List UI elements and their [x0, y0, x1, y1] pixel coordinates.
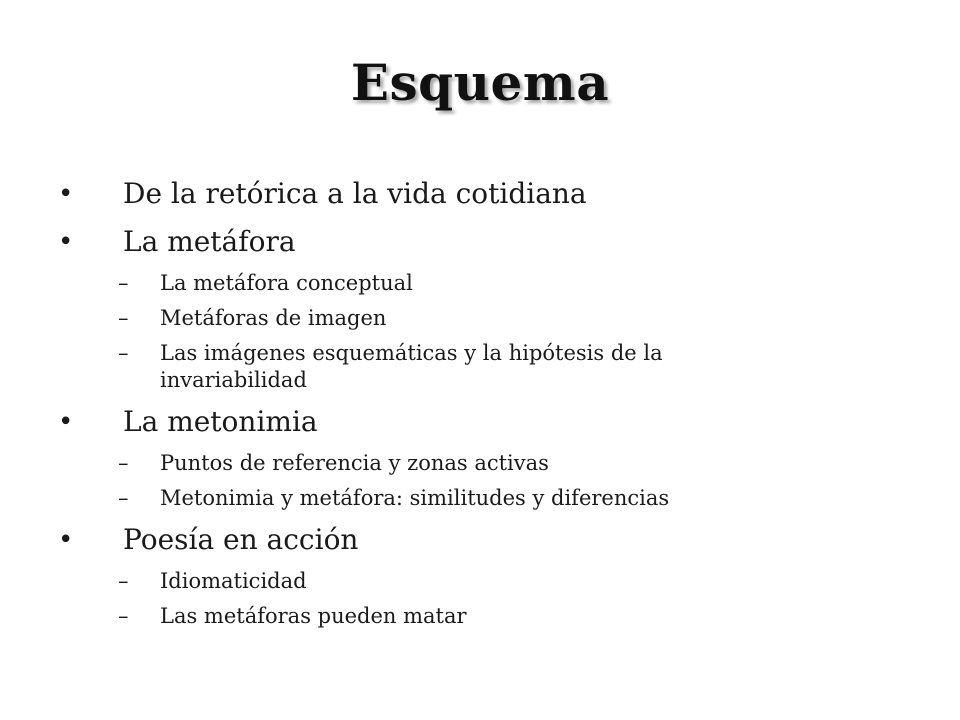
bullet-text: La metonimia	[123, 405, 318, 438]
bullet-text: Poesía en acción	[123, 523, 359, 556]
subitem-idiomaticidad	[0, 564, 960, 599]
subitem-imagenes-esquematicas	[0, 336, 960, 398]
subitem-text: Las imágenes esquemáticas y la hipótesis de la invariabilidad	[160, 341, 663, 392]
bullet-item-retorica	[0, 170, 960, 218]
bullet-item-poesia	[0, 516, 960, 564]
bullet-icon: •	[58, 227, 74, 257]
subitem-metaforas-matar	[0, 599, 960, 634]
bullet-icon: •	[58, 407, 74, 437]
dash-icon: –	[118, 604, 129, 628]
bullet-icon: •	[58, 179, 74, 209]
subitem-puntos-referencia	[0, 446, 960, 481]
subitem-text: Puntos de referencia y zonas activas	[160, 451, 549, 475]
bullet-text: De la retórica a la vida cotidiana	[123, 177, 587, 210]
subitem-text: Metáforas de imagen	[160, 306, 387, 330]
subitem-text: Metonimia y metáfora: similitudes y diferencias	[160, 486, 670, 510]
slide-title: Esquema	[350, 53, 610, 112]
dash-icon: –	[118, 451, 129, 475]
subitem-metafora-conceptual	[0, 266, 960, 301]
bullet-item-metafora	[0, 218, 960, 266]
dash-icon: –	[118, 569, 129, 593]
subitem-text: Idiomaticidad	[160, 569, 307, 593]
subitem-metaforas-imagen	[0, 301, 960, 336]
subitem-text: Las metáforas pueden matar	[160, 604, 467, 628]
dash-icon: –	[118, 306, 129, 330]
bullet-text: La metáfora	[123, 225, 296, 258]
dash-icon: –	[118, 341, 129, 365]
subitem-text: La metáfora conceptual	[160, 271, 413, 295]
dash-icon: –	[118, 271, 129, 295]
bullet-item-metonimia	[0, 398, 960, 446]
bullet-icon: •	[58, 525, 74, 555]
outline-list	[0, 170, 960, 634]
dash-icon: –	[118, 486, 129, 510]
subitem-metonimia-metafora	[0, 481, 960, 516]
